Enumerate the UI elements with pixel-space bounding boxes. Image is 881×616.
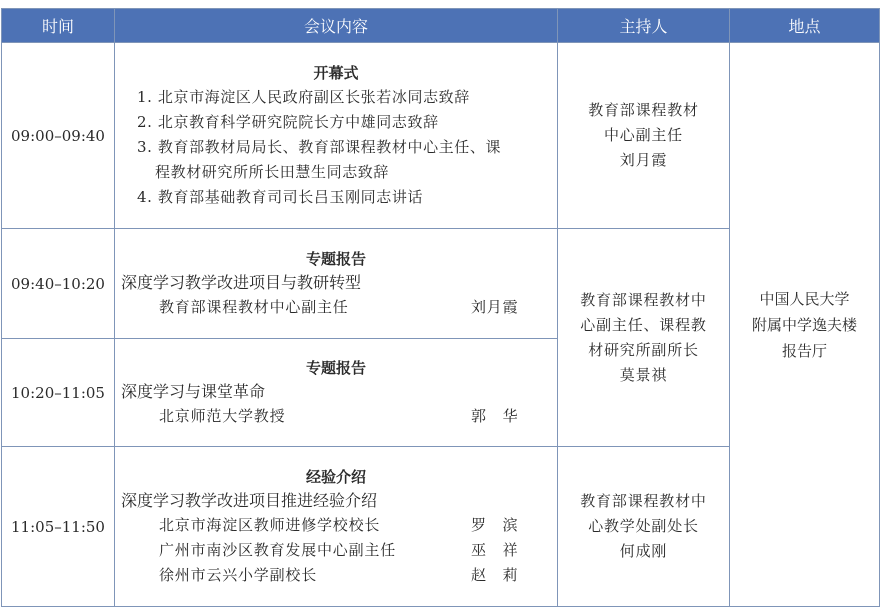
section-title: 专题报告 xyxy=(305,358,366,377)
speaker-role: 北京市海淀区教师进修学校校长 xyxy=(159,515,381,534)
location-line: 中国人民大学 xyxy=(759,289,850,308)
speaker-role: 北京师范大学教授 xyxy=(159,406,286,425)
section-title: 经验介绍 xyxy=(305,467,366,486)
time-cell: 10:20–11:05 xyxy=(2,339,115,447)
speaker-name: 巫 祥 xyxy=(471,540,519,559)
speaker-role: 徐州市云兴小学副校长 xyxy=(159,565,318,584)
location-line: 附属中学逸夫楼 xyxy=(751,315,857,334)
speaker-name: 罗 滨 xyxy=(471,515,519,534)
agenda-item: 4. 教育部基础教育司司长吕玉刚同志讲话 xyxy=(137,187,424,206)
speaker-line xyxy=(121,513,551,538)
host-name: 何成刚 xyxy=(619,542,668,560)
agenda-item: 2. 北京教育科学研究院院长方中雄同志致辞 xyxy=(137,112,439,131)
host-line: 教育部课程教材中 xyxy=(580,492,707,510)
host-line: 心副主任、课程教 xyxy=(580,315,707,334)
time-cell: 09:00–09:40 xyxy=(2,43,115,229)
host-name: 刘月霞 xyxy=(619,151,668,169)
content-cell xyxy=(115,339,558,447)
table-row xyxy=(2,43,880,229)
host-line: 材研究所副所长 xyxy=(588,340,699,359)
host-line: 心教学处副处长 xyxy=(588,517,699,535)
agenda-item: 1. 北京市海淀区人民政府副区长张若冰同志致辞 xyxy=(137,87,470,106)
header-location: 地点 xyxy=(730,9,880,43)
speaker-role: 广州市南沙区教育发展中心副主任 xyxy=(159,540,397,559)
speaker-line xyxy=(121,538,551,563)
section-title: 专题报告 xyxy=(305,249,366,268)
header-time: 时间 xyxy=(2,9,115,43)
agenda-item: 3. 教育部教材局局长、教育部课程教材中心主任、课 xyxy=(137,137,502,156)
location-cell xyxy=(730,43,880,607)
agenda-item-continued: 程教材研究所所长田慧生同志致辞 xyxy=(155,162,390,181)
content-cell xyxy=(115,229,558,339)
speaker-name: 刘月霞 xyxy=(471,297,519,316)
content-cell xyxy=(115,43,558,229)
agenda-table xyxy=(1,8,880,607)
speaker-role: 教育部课程教材中心副主任 xyxy=(159,297,349,316)
header-host: 主持人 xyxy=(558,9,730,43)
host-line: 教育部课程教材中 xyxy=(580,290,707,309)
time-cell: 11:05–11:50 xyxy=(2,447,115,607)
section-title: 开幕式 xyxy=(313,63,359,82)
report-topic: 深度学习教学改进项目推进经验介绍 xyxy=(121,490,378,510)
speaker-line xyxy=(121,404,551,429)
time-cell: 09:40–10:20 xyxy=(2,229,115,339)
report-topic: 深度学习与课堂革命 xyxy=(121,381,266,401)
host-cell xyxy=(558,229,730,447)
host-cell xyxy=(558,447,730,607)
speaker-line xyxy=(121,295,551,320)
header-row xyxy=(2,9,880,43)
location-line: 报告厅 xyxy=(781,341,827,360)
speaker-name: 赵 莉 xyxy=(471,565,519,584)
host-name: 莫景祺 xyxy=(619,365,668,384)
speaker-line xyxy=(121,563,551,588)
host-line: 教育部课程教材 xyxy=(588,101,699,119)
speaker-name: 郭 华 xyxy=(471,406,519,425)
report-topic: 深度学习教学改进项目与教研转型 xyxy=(121,272,362,292)
content-cell xyxy=(115,447,558,607)
header-content: 会议内容 xyxy=(115,9,558,43)
host-line: 中心副主任 xyxy=(603,126,683,144)
host-cell xyxy=(558,43,730,229)
